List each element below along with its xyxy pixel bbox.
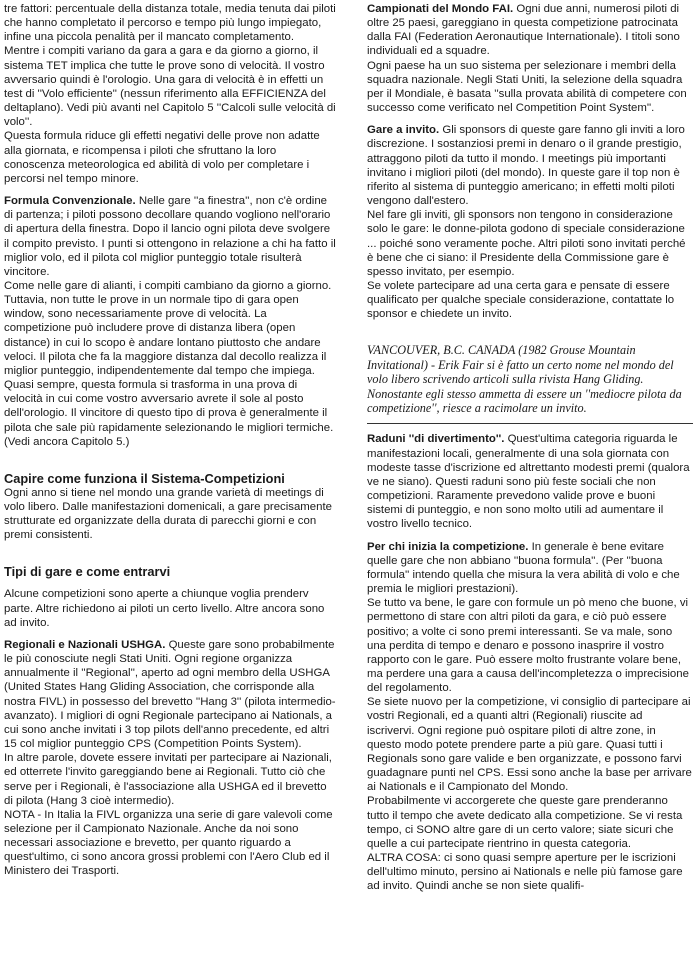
paragraph: Mentre i compiti variano da gara a gara e da giorno a giorno, il sistema TET implica che tutte le prove sono di velocità. Il vostro avversario quindi è l'orologio. Una gara di velocità è in effetti un test di ''Volo efficiente'' (nessun riferimento alla EFFICIENZA del deltaplano). Vedi più avanti nel Capitolo 5 ''Calcoli sulle velocità di volo''.	[4, 45, 336, 129]
formula-lead: Formula Convenzionale.	[4, 195, 136, 208]
paragraph: Se siete nuovo per la competizione, vi consiglio di partecipare ai vostri Regionali, ed a quanti altri (Regionali) riuscite ad iscrivervi. Ogni regione può ospitare piloti di altre zone, in questo modo potete prendere parte a più gare. Quasi tutti i Regionals sono gare valide e ben organizzate, e possono farvi guadagnare punti nel CPS. Essi sono anche la base per arrivare ai Nationals e il Campionato del Mondo.	[367, 696, 692, 794]
regionali-text: Queste gare sono probabilmente le più conosciute negli Stati Uniti. Ogni regione organizza annualmente il ''Regional'', aperto ad ogni membro della USHGA (United States Hang Gliding Association, che corrisponde alla nostra FIVL) in possesso del brevetto ''Hang 3'' (pilota intermedio-avanzato). I migliori di ogni Regionale partecipano ai Nationals, a cui sono anche invitati i 3 top pilots dell'anno precedente, ed altri 15 col miglior punteggio CPS (Competition Points System).	[4, 638, 336, 751]
paragraph: tre fattori: percentuale della distanza totale, media tenuta dai piloti che hanno completato il percorso e tempo più lungo impiegato, infine una piccola penalità per il mancato completamento.	[4, 3, 336, 44]
paragraph: Ogni anno si tiene nel mondo una grande varietà di meetings di volo libero. Dalle manifestazioni domenicali, a gare precisamente strutturate ed organizzate della durata di parecchi giorni e con premi consistenti.	[4, 486, 332, 542]
formula-paragraph	[4, 194, 337, 279]
invito-text: Gli sponsors di queste gare fanno gli inviti a loro discrezione. I sostanziosi premi in denaro o il grande prestigio, attraggono piloti da tutto il mondo. I meetings più importanti invitano i migliori piloti (del mondo). In queste gare il top non è riferito al sistema di punteggio americano; in effetti molti piloti vengono dall'estero.	[367, 124, 685, 208]
inizia-lead: Per chi inizia la competizione.	[367, 540, 529, 553]
left-column	[4, 2, 337, 879]
inizia-text: In generale è bene evitare quelle gare che non abbiano ''buona formula''. (Per ''buona formula'' intendo quella che misura la vera abilità di volo e che premia le migliori prestazioni).	[367, 540, 680, 596]
invito-paragraph	[367, 123, 693, 208]
paragraph: NOTA - In Italia la FIVL organizza una serie di gare valevoli come selezione per il Campionato Nazionale. Anche da noi sono necessari associazione e brevetto, per quanto riguardo a quest'ultimo, ci sono ancora grossi problemi con l'Aero Club ed il Ministero dei Trasporti.	[4, 808, 333, 878]
formula-text: Nelle gare ''a finestra'', non c'è ordine di partenza; i piloti possono decollare quando vogliono nell'orario di apertura della finestra. Dopo il lancio ogni pilota deve svolgere il compito previsto. I punti si ottengono in relazione a chi ha fatto il miglior volo, ed il pilota col miglior punteggio totale risulterà vincitore.	[4, 195, 336, 278]
paragraph: Se tutto va bene, le gare con formule un pò meno che buone, vi permettono di stare con altri piloti da gara, e ciò può essere positivo; a volte ci sono premi interessanti. Se va male, sono una perdita di tempo e denaro e possono inasprire il vostro rapporto con le gare. Può essere molto frustrante volare bene, ma perdere una gara a causa dell'incompletezza o imprecisione del regolamento.	[367, 597, 689, 695]
regionali-paragraph	[4, 638, 337, 751]
fai-paragraph	[367, 2, 693, 59]
photo-caption: VANCOUVER, B.C. CANADA (1982 Grouse Mountain Invitational) - Erik Fair si è fatto un certo nome nel mondo del volo libero scrivendo articoli sulla rivista Hang Gliding. Nonostante egli stesso ammetta di essere un ''mediocre pilota da competizione'', riesce a racimolare un invito.	[367, 343, 682, 416]
regionali-lead: Regionali e Nazionali USHGA.	[4, 638, 166, 651]
fai-text: Ogni due anni, numerosi piloti di oltre 25 paesi, gareggiano in questa competizione patrocinata dalla FAI (Federation Aeronautique Internationale). I titoli sono individuali ed a squadre.	[367, 3, 680, 58]
paragraph: Questa formula riduce gli effetti negativi delle prove non adatte alla giornata, e ricompensa i piloti che sfruttano la loro conoscenza meteorologica ed abilità di volo per completare i percorsi nel tempo minore.	[4, 130, 320, 185]
paragraph: ALTRA COSA: ci sono quasi sempre aperture per le iscrizioni dell'ultimo minuto, persino ai Nationals e nelle più famose gare ad invito. Quindi anche se non siete qualifi-	[367, 852, 683, 893]
paragraph: Se volete partecipare ad una certa gara e pensate di essere qualificato per qualche speciale considerazione, contattate lo sponsor e chiedete un invito.	[367, 279, 675, 321]
right-column	[367, 2, 693, 893]
paragraph: Come nelle gare di alianti, i compiti cambiano da giorno a giorno. Tuttavia, non tutte le prove in un normale tipo di gara open window, sono necessariamente prove di velocità. La competizione può includere prove di distanza libera (open distance) in cui lo scopo è andare lontano piuttosto che andare veloci. Il pilota che fa la maggiore distanza dal decollo realizza il miglior punteggio, indipendentemente dal tempo che impiega. Quasi sempre, questa formula si trasforma in una prova di velocità in cui come vostro avversario avrete il sole al posto dell'orologio. Il vincitore di questo tipo di prova è generalmente il pilota che sale più rapidamente selezionando le migliori termiche. (Vedi ancora Capitolo 5.)	[4, 279, 334, 448]
raduni-text: Quest'ultima categoria riguarda le manifestazioni locali, generalmente di una sola giornata con modeste tasse d'iscrizione ed altrettanto modesti premi (qualora ve ne siano). Questi raduni sono più feste sociali che non competizioni. Raramente prevedono valide prove e buoni sistemi di punteggio, e non sono molto utili ad aumentare il vostro livello tecnico.	[367, 433, 690, 531]
section-heading-sistema: Capire come funziona il Sistema-Competizioni	[4, 470, 285, 486]
paragraph: In altre parole, dovete essere invitati per partecipare ai Nazionali, ed otterrete l'invito gareggiando bene ai Regionali. Tutto ciò che serve per i Regionali, è l'associazione alla USHGA ed il brevetto di pilota (Hang 3 cioè intermedio).	[4, 752, 332, 807]
raduni-paragraph	[367, 432, 693, 531]
paragraph: Ogni paese ha un suo sistema per selezionare i membri della squadra nazionale. Negli Stati Uniti, la selezione della squadra per il Mondiale, è basata ''sulla provata abilità di competere con successo come verificato nel Competition Point System''.	[367, 59, 687, 115]
paragraph: Probabilmente vi accorgerete che queste gare prenderanno tutto il tempo che avete dedicato alla competizione. Se vi resta tempo, ci SONO altre gare di un certo valore; siate sicuri che quelle a cui partecipate rientrino in questa categoria.	[367, 795, 683, 850]
raduni-lead: Raduni ''di divertimento''.	[367, 433, 505, 446]
paragraph: Alcune competizioni sono aperte a chiunque voglia prenderv parte. Altre richiedono ai piloti un certo livello. Altre ancora sono ad invito.	[4, 588, 325, 629]
inizia-paragraph	[367, 540, 693, 597]
invito-lead: Gare a invito.	[367, 124, 440, 137]
section-heading-tipi: Tipi di gare e come entrarvi	[4, 564, 171, 580]
fai-lead: Campionati del Mondo FAI.	[367, 3, 514, 15]
paragraph: Nel fare gli inviti, gli sponsors non tengono in considerazione solo le gare: le donne-pilota godono di speciale considerazione ... poiché sono veramente poche. Altri piloti sono invitati perché è bene che ci siano: il Presidente della Commissione gare è spesso invitato, per esempio.	[367, 209, 686, 278]
